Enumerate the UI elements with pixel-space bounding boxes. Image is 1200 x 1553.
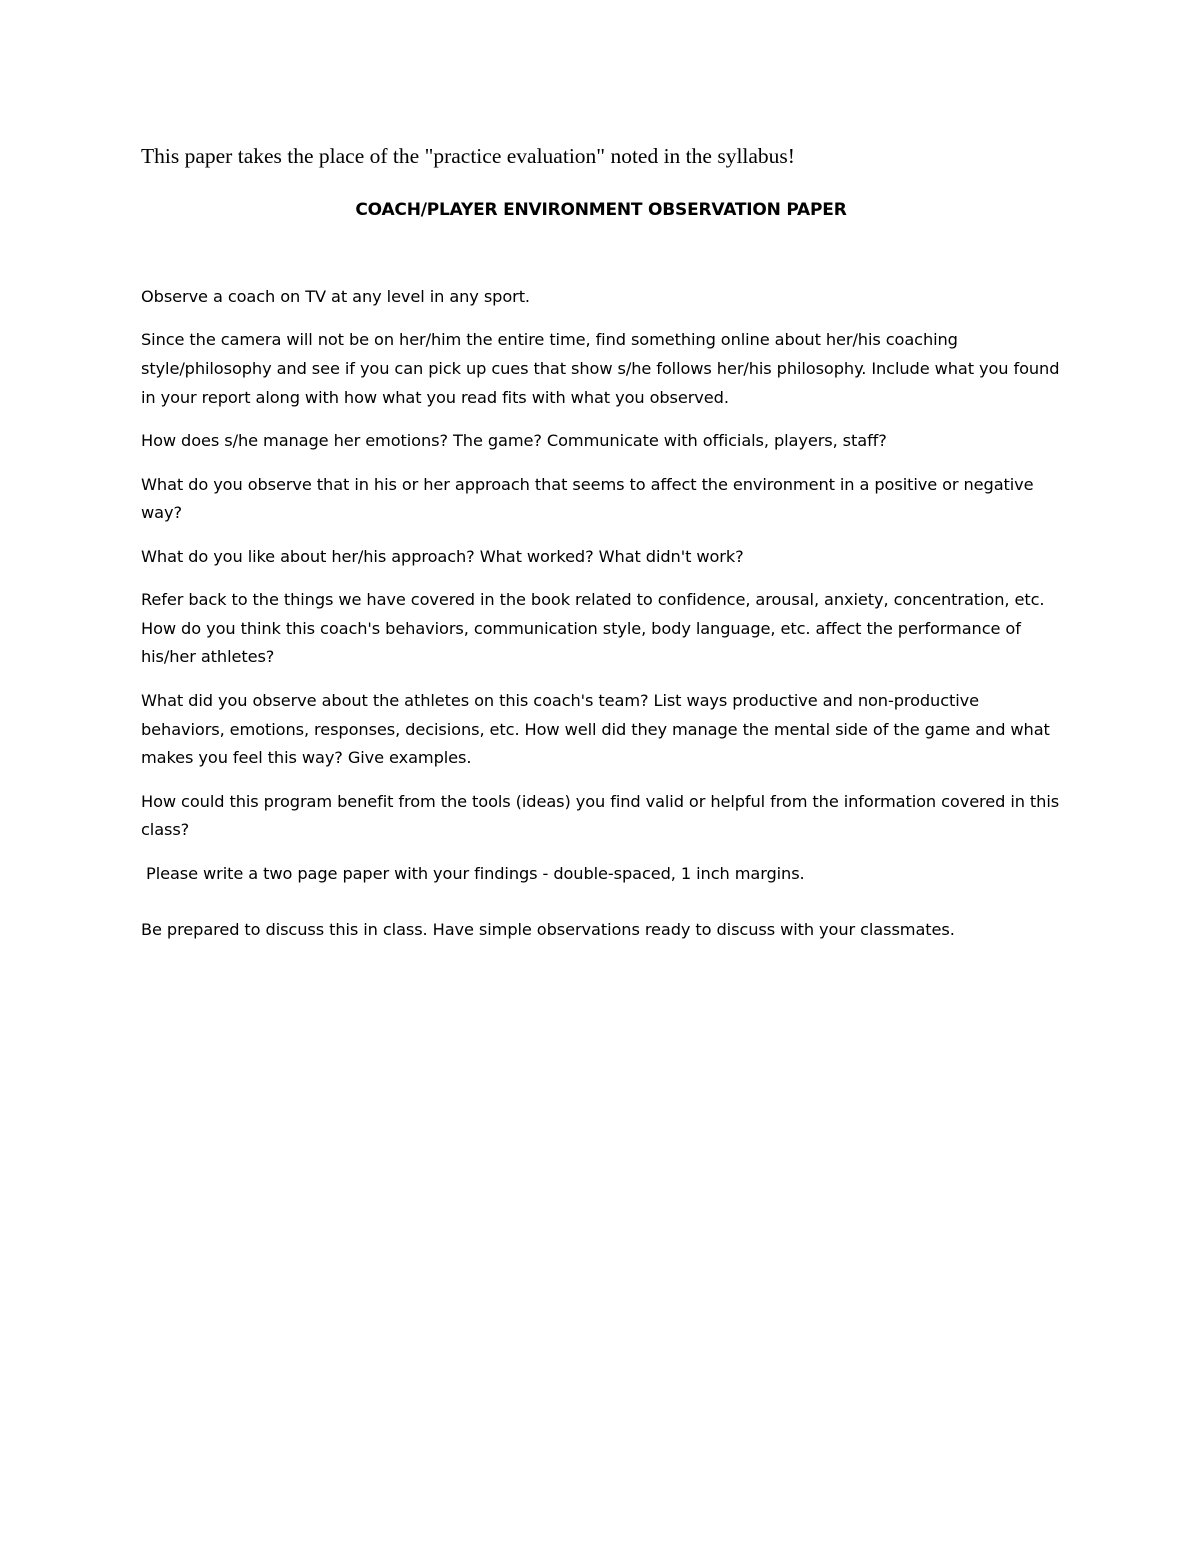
document-title: COACH/PLAYER ENVIRONMENT OBSERVATION PAPER — [355, 200, 847, 220]
paragraph-athletes-observation: What did you observe about the athletes on this coach's team? List ways productive and non-productive behaviors, emotions, responses, decisions, etc. How well did they manage the mental side of the game and what makes you feel this way? Give examples. — [141, 690, 1050, 768]
paragraph-refer-back: Refer back to the things we have covered in the book related to confidence, arousal, anxiety, concentration, etc. How do you think this coach's behaviors, communication style, body language, etc. affect the performance of his/her athletes? — [141, 590, 1045, 667]
paragraph-paper-instructions: Please write a two page paper with your findings - double-spaced, 1 inch margins. — [141, 863, 805, 883]
paragraph-observe-coach: Observe a coach on TV at any level in any sport. — [141, 287, 530, 306]
paragraph-coaching-philosophy: Since the camera will not be on her/him the entire time, find something online about her/his coaching style/philosophy and see if you can pick up cues that show s/he follows her/his philosophy. Include what you found in your report along with how what you read fits with what you observed. — [141, 330, 1060, 407]
paragraph-manage-emotions: How does s/he manage her emotions? The game? Communicate with officials, players, staff? — [141, 431, 887, 451]
paragraph-program-benefit: How could this program benefit from the tools (ideas) you find valid or helpful from the information covered in this class? — [141, 791, 1060, 840]
paragraph-discuss-in-class: Be prepared to discuss this in class. Have simple observations ready to discuss with your classmates. — [141, 920, 955, 940]
document-body — [141, 283, 1066, 960]
syllabus-note: This paper takes the place of the "practice evaluation" noted in the syllabus! — [141, 144, 795, 168]
paragraph-approach-environment: What do you observe that in his or her approach that seems to affect the environment in a positive or negative way? — [141, 474, 1034, 523]
paragraph-like-approach: What do you like about her/his approach? What worked? What didn't work? — [141, 546, 744, 566]
